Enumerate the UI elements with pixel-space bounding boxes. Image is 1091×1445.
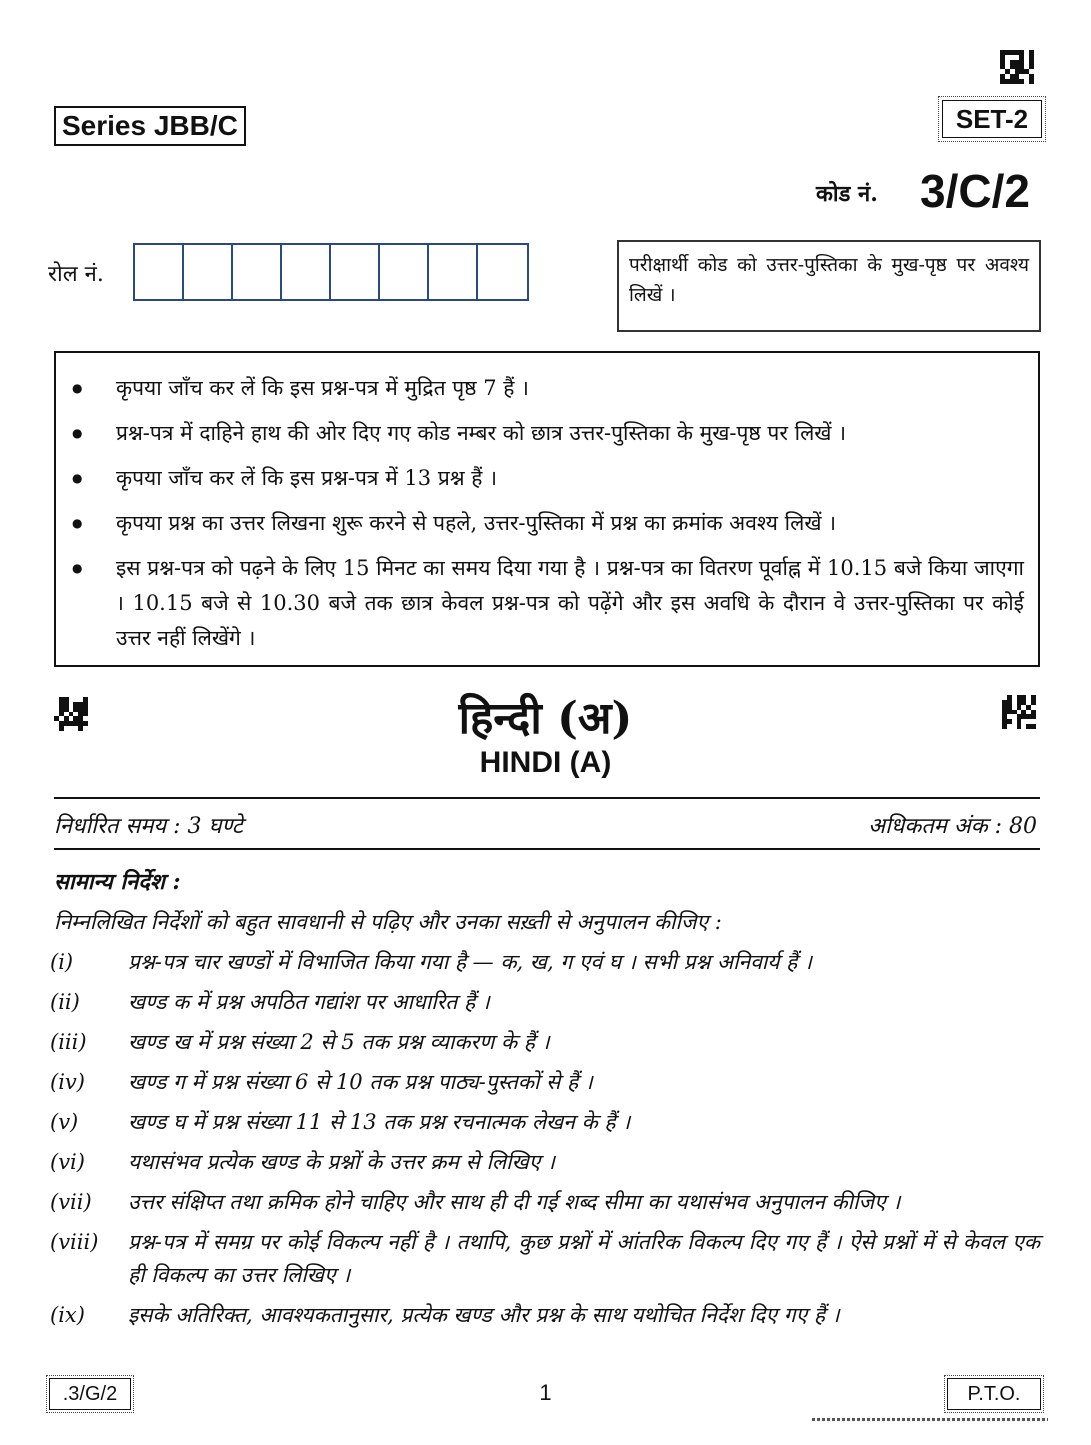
general-instructions-heading: सामान्य निर्देश : <box>54 869 181 895</box>
roll-box[interactable] <box>331 245 380 299</box>
list-item <box>50 1026 1040 1059</box>
time-allowed: निर्धारित समय : 3 घण्टे <box>54 814 243 839</box>
list-item <box>50 946 1040 979</box>
list-item <box>50 1066 1040 1099</box>
item-number: (vii) <box>50 1190 92 1214</box>
item-number: (ix) <box>50 1303 85 1327</box>
item-text: उत्तर संक्षिप्त तथा क्रमिक होने चाहिए और साथ ही दी गई शब्द सीमा का यथासंभव अनुपालन कीजिए । <box>128 1190 901 1214</box>
roll-box[interactable] <box>233 245 282 299</box>
roll-box[interactable] <box>135 245 184 299</box>
roll-box[interactable] <box>478 245 527 299</box>
subject-title-hindi: हिन्दी (अ) <box>458 693 633 744</box>
max-marks: अधिकतम अंक : 80 <box>868 814 1037 839</box>
set-label: SET-2 <box>938 96 1046 142</box>
item-text: यथासंभव प्रत्येक खण्ड के प्रश्नों के उत्तर क्रम से लिखिए । <box>128 1150 556 1174</box>
item-text: खण्ड ग में प्रश्न संख्या 6 से 10 तक प्रश्न पाठ्य-पुस्तकों से हैं । <box>128 1070 593 1094</box>
item-text: खण्ड ख में प्रश्न संख्या 2 से 5 तक प्रश्न व्याकरण के हैं । <box>128 1030 550 1054</box>
subject-title-english: HINDI (A) <box>479 746 612 779</box>
security-microtext <box>812 1418 1048 1421</box>
list-item <box>50 1186 1040 1219</box>
item-text: प्रश्न-पत्र चार खण्डों में विभाजित किया गया है — क, ख, ग एवं घ । सभी प्रश्न अनिवार्य हैं । <box>128 950 812 974</box>
instruction-item: ● कृपया जाँच कर लें कि इस प्रश्न-पत्र में मुद्रित पृष्ठ 7 हैं । <box>116 371 1024 406</box>
instructions-box <box>54 351 1040 667</box>
item-number: (i) <box>50 950 74 974</box>
list-item <box>50 986 1040 1019</box>
item-number: (ii) <box>50 990 80 1014</box>
divider <box>54 848 1040 850</box>
footer-code: .3/G/2 <box>46 1375 134 1413</box>
item-number: (viii) <box>50 1230 99 1254</box>
item-number: (iv) <box>50 1070 85 1094</box>
examinee-code-note: परीक्षार्थी कोड को उत्तर-पुस्तिका के मुख-पृष्ठ पर अवश्य लिखें । <box>617 240 1041 332</box>
series-label: Series JBB/C <box>54 106 246 146</box>
list-item <box>50 1226 1040 1292</box>
code-value: 3/C/2 <box>920 165 1030 217</box>
item-number: (iii) <box>50 1030 87 1054</box>
item-text: खण्ड क में प्रश्न अपठित गद्यांश पर आधारित हैं । <box>128 990 490 1014</box>
instruction-item: ● कृपया जाँच कर लें कि इस प्रश्न-पत्र में 13 प्रश्न हैं । <box>116 461 1024 496</box>
page-number: 1 <box>539 1380 552 1405</box>
general-instructions-list <box>50 946 1040 1339</box>
divider <box>54 797 1040 799</box>
roll-box[interactable] <box>184 245 233 299</box>
general-instructions-intro: निम्नलिखित निर्देशों को बहुत सावधानी से पढ़िए और उनका सख़्ती से अनुपालन कीजिए : <box>54 910 722 934</box>
roll-number-boxes[interactable] <box>133 243 529 301</box>
item-number: (vi) <box>50 1150 85 1174</box>
list-item <box>50 1299 1040 1332</box>
instruction-item: ● कृपया प्रश्न का उत्तर लिखना शुरू करने से पहले, उत्तर-पुस्तिका में प्रश्न का क्रमांक अवश्य लिखें । <box>116 506 1024 541</box>
list-item <box>50 1146 1040 1179</box>
roll-box[interactable] <box>380 245 429 299</box>
item-number: (v) <box>50 1110 79 1134</box>
roll-number-label: रोल नं. <box>48 262 104 287</box>
roll-box[interactable] <box>282 245 331 299</box>
list-item <box>50 1106 1040 1139</box>
item-text: खण्ड घ में प्रश्न संख्या 11 से 13 तक प्रश्न रचनात्मक लेखन के हैं । <box>128 1110 631 1134</box>
item-text: इसके अतिरिक्त, आवश्यकतानुसार, प्रत्येक खण्ड और प्रश्न के साथ यथोचित निर्देश दिए गए हैं । <box>128 1303 840 1327</box>
roll-box[interactable] <box>429 245 478 299</box>
code-label: कोड नं. <box>816 181 878 207</box>
item-text: प्रश्न-पत्र में समग्र पर कोई विकल्प नहीं है । तथापि, कुछ प्रश्नों में आंतरिक विकल्प दिए गए हैं । ऐसे प्रश्नों में से केवल एक ही विकल्प का उत्तर लिखिए । <box>128 1230 1040 1287</box>
pto-label: P.T.O. <box>944 1375 1044 1413</box>
instruction-item: ● इस प्रश्न-पत्र को पढ़ने के लिए 15 मिनट का समय दिया गया है । प्रश्न-पत्र का वितरण पूर्वाह्न में 10.15 बजे किया जाएगा । 10.15 बजे से 10.30 बजे तक छात्र केवल प्रश्न-पत्र को पढ़ेंगे और इस अवधि के दौरान वे उत्तर-पुस्तिका पर कोई उत्तर नहीं लिखेंगे । <box>116 551 1024 656</box>
qr-code-top-right <box>1000 50 1034 84</box>
instruction-item: ● प्रश्न-पत्र में दाहिने हाथ की ओर दिए गए कोड नम्बर को छात्र उत्तर-पुस्तिका के मुख-पृष्ठ पर लिखें । <box>116 416 1024 451</box>
